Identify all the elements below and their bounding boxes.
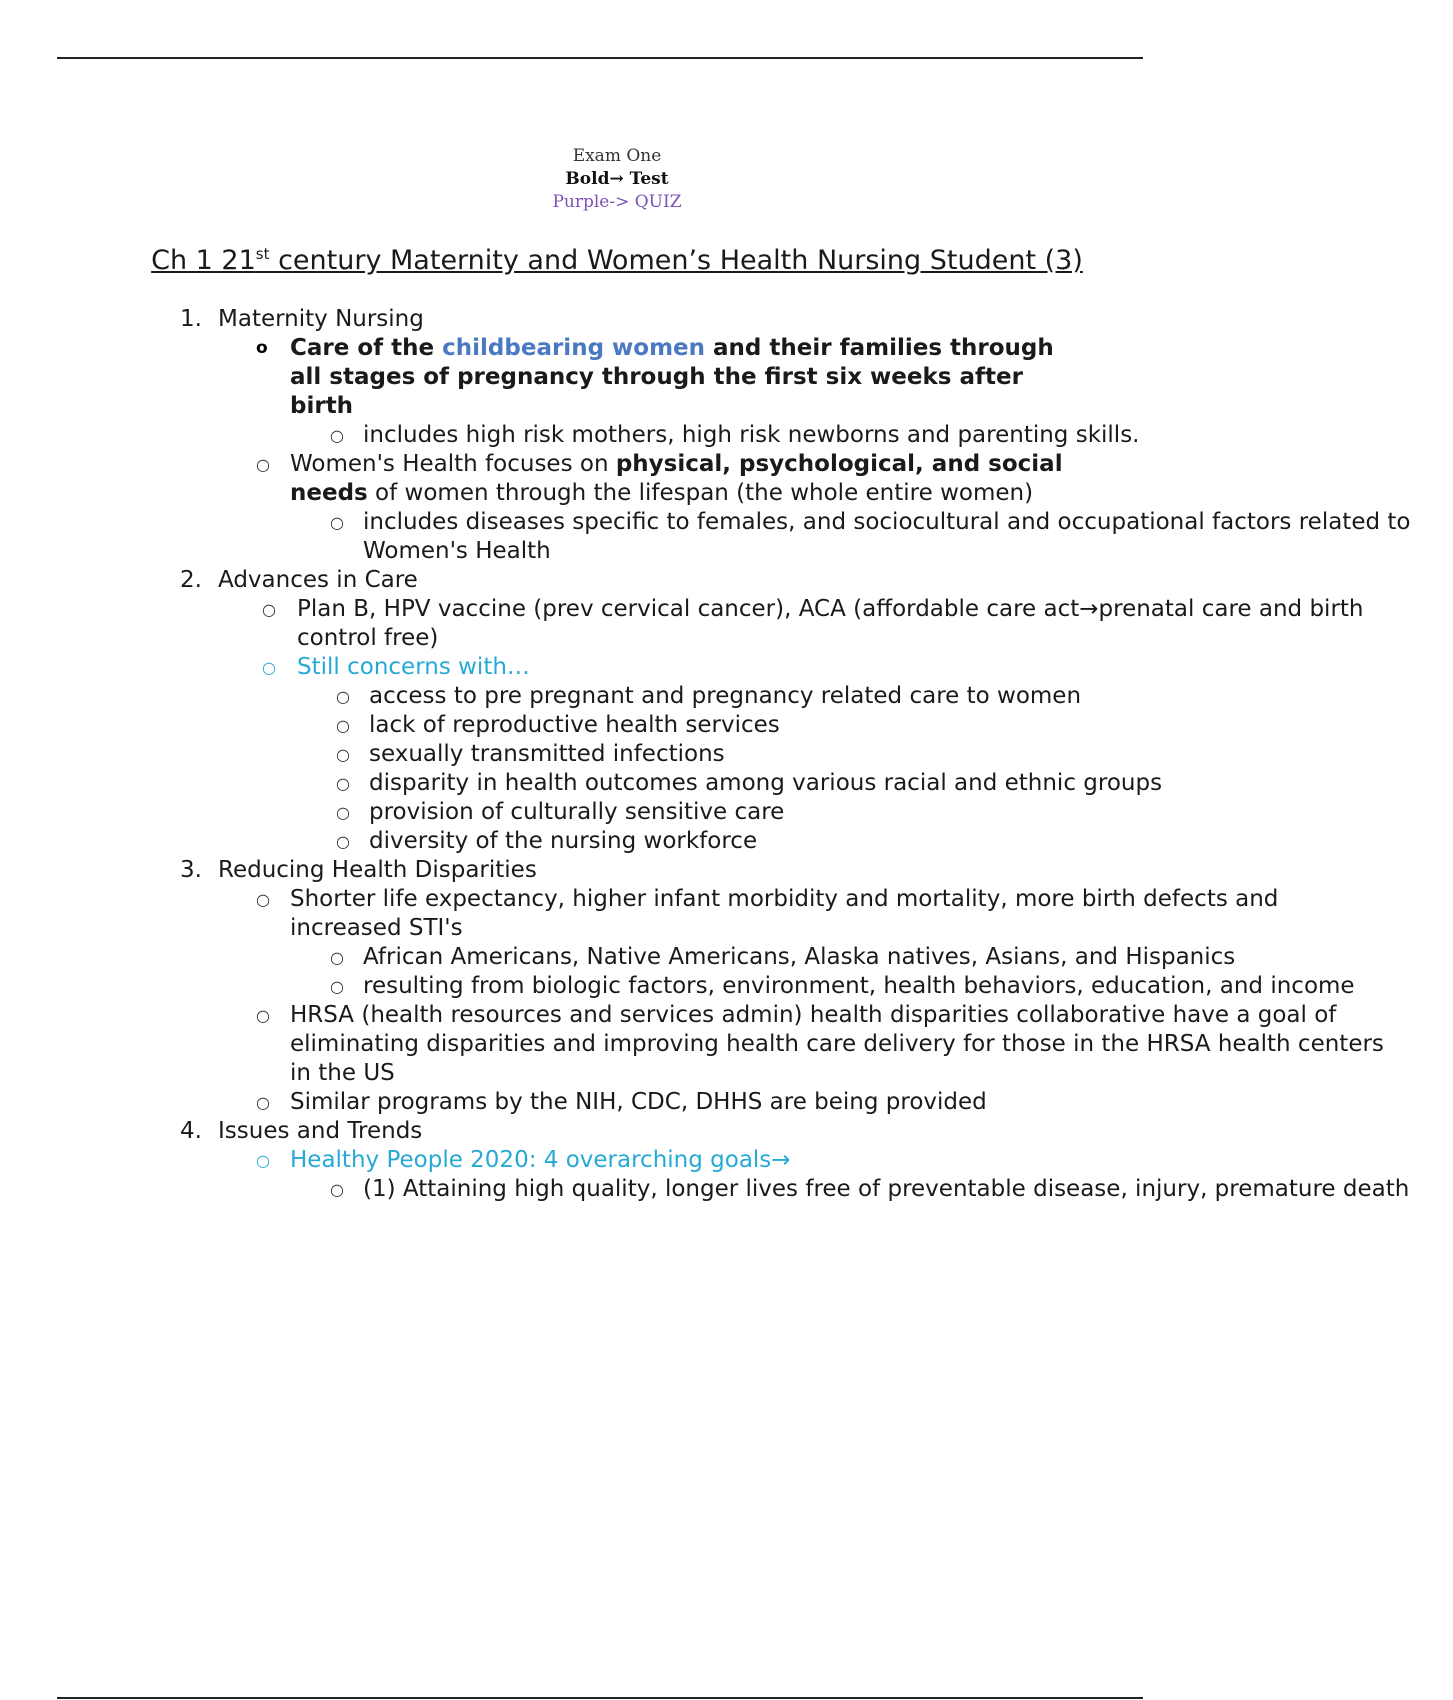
list-item: ○ provision of culturally sensitive care — [336, 799, 785, 825]
chapter-title — [140, 238, 1094, 277]
bullet-icon: ○ — [336, 832, 350, 851]
document-header — [0, 145, 1234, 214]
bullet-icon: ○ — [330, 948, 344, 967]
bullet-icon: ○ — [256, 890, 270, 909]
bullet-icon: o — [256, 338, 268, 358]
section-number: 4. — [180, 1118, 202, 1144]
bullet-icon: ○ — [256, 1151, 270, 1170]
bullet-icon: ○ — [330, 977, 344, 996]
bullet-icon: ○ — [262, 658, 276, 677]
legend-bold: Bold→ Test — [565, 169, 669, 189]
bullet-icon: ○ — [256, 1093, 270, 1112]
list-item: ○ includes diseases specific to females, and sociocultural and occupational factors related to Women's Health — [330, 509, 1411, 564]
bullet-icon: ○ — [330, 426, 344, 445]
bold-text: physical, psychological, and social needs — [290, 451, 1063, 506]
bullet-icon: ○ — [336, 774, 350, 793]
list-item: ○ Similar programs by the NIH, CDC, DHHS are being provided — [256, 1089, 987, 1115]
section-number: 1. — [180, 306, 202, 332]
bottom-rule — [57, 1697, 1143, 1699]
bold-text: Care of the childbearing women and their families through all stages of pregnancy through the first six weeks after birth — [290, 335, 1054, 419]
section-heading: Maternity Nursing — [218, 306, 424, 332]
list-item: ○ disparity in health outcomes among various racial and ethnic groups — [336, 770, 1163, 796]
title-suffix: century Maternity and Women’s Health Nursing Student (3) — [269, 245, 1083, 276]
title-prefix: Ch 1 21 — [151, 245, 256, 276]
section-advances-in-care — [0, 566, 1200, 595]
list-item: ○ resulting from biologic factors, environment, health behaviors, education, and income — [330, 973, 1355, 999]
list-item: ○ sexually transmitted infections — [336, 741, 725, 767]
highlight-text: childbearing women — [442, 335, 706, 361]
list-item: ○ includes high risk mothers, high risk newborns and parenting skills. — [330, 422, 1140, 448]
mixed-text: Women's Health focuses on physical, psychological, and social needs of women through the lifespan (the whole entire women) — [290, 451, 1063, 506]
section-issues-and-trends — [0, 1117, 1200, 1146]
exam-label: Exam One — [572, 146, 662, 166]
section-heading: Issues and Trends — [218, 1118, 423, 1144]
section-number: 3. — [180, 857, 202, 883]
bullet-icon: ○ — [336, 687, 350, 706]
list-item: ○ African Americans, Native Americans, Alaska natives, Asians, and Hispanics — [330, 944, 1236, 970]
section-heading: Reducing Health Disparities — [218, 857, 537, 883]
list-item: ○ lack of reproductive health services — [336, 712, 780, 738]
list-item: ○ Still concerns with… — [262, 654, 530, 680]
title-superscript: st — [255, 245, 270, 263]
list-item: ○ HRSA (health resources and services admin) health disparities collaborative have a goal of eliminating disparities and improving health care delivery for those in the HRSA health centers in the US — [256, 1002, 1384, 1086]
list-item: ○ (1) Attaining high quality, longer lives free of preventable disease, injury, premature death — [330, 1176, 1410, 1202]
list-item: ○ Healthy People 2020: 4 overarching goals→ — [256, 1147, 791, 1173]
section-number: 2. — [180, 567, 202, 593]
list-item: ○ Plan B, HPV vaccine (prev cervical cancer), ACA (affordable care act→prenatal care and birth control free) — [262, 596, 1364, 651]
notes-content — [0, 305, 1411, 1204]
bullet-icon: ○ — [256, 1006, 270, 1025]
section-maternity-nursing — [0, 305, 1200, 334]
list-item: ○ diversity of the nursing workforce — [336, 828, 758, 854]
bullet-icon: ○ — [330, 513, 344, 532]
list-item — [0, 450, 1090, 508]
bullet-icon: ○ — [330, 1180, 344, 1199]
section-heading: Advances in Care — [218, 567, 418, 593]
legend-purple: Purple-> QUIZ — [552, 192, 682, 212]
bullet-icon: ○ — [256, 455, 270, 474]
list-item: ○ Shorter life expectancy, higher infant morbidity and mortality, more birth defects and increased STI's — [256, 886, 1279, 941]
top-rule — [57, 57, 1143, 59]
bullet-icon: ○ — [336, 716, 350, 735]
list-item — [0, 334, 1090, 421]
list-item: ○ access to pre pregnant and pregnancy related care to women — [336, 683, 1082, 709]
bullet-icon: ○ — [336, 803, 350, 822]
section-reducing-health-disparities — [0, 856, 1200, 885]
bullet-icon: ○ — [262, 600, 276, 619]
bullet-icon: ○ — [336, 745, 350, 764]
